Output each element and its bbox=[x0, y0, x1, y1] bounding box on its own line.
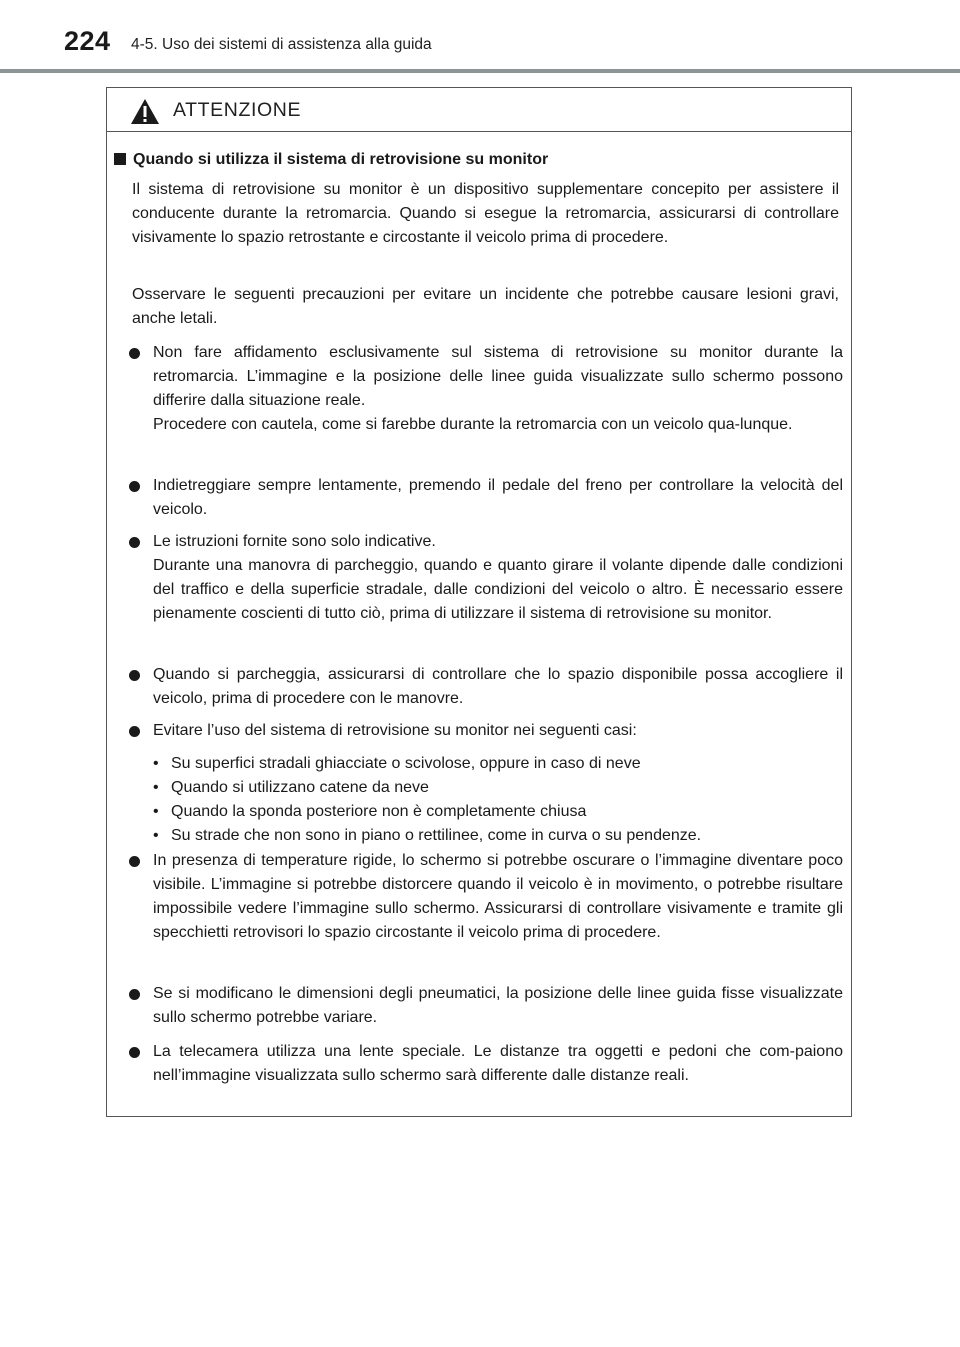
bullet-dot-icon bbox=[129, 670, 140, 681]
list-item-text bbox=[153, 474, 843, 522]
bullet-dot-icon bbox=[129, 726, 140, 737]
intro-paragraph: Osservare le seguenti precauzioni per evitare un incidente che potrebbe causare lesioni gravi, anche letali. bbox=[132, 286, 839, 327]
list-item-line: In presenza di temperature rigide, lo schermo si potrebbe oscurare o l’immagine diventare poco visibile. L’immagine si potrebbe distorcere quando il veicolo è in movimento, o potrebbe risultare impossibile vedere l’immagine sullo schermo. Assicurarsi di controllare visivamente e tramite gli specchietti retrovisori lo spazio circostante il veicolo prima di procedere. bbox=[153, 852, 843, 941]
avoid-case-item: • Quando si utilizzano catene da neve bbox=[153, 776, 843, 800]
list-item-line: Indietreggiare sempre lentamente, premendo il pedale del freno per controllare la velocità del veicolo. bbox=[153, 477, 843, 518]
header-divider bbox=[0, 69, 960, 73]
list-item-line: Procedere con cautela, come si farebbe durante la retromarcia con un veicolo qua-lunque. bbox=[153, 416, 793, 433]
caution-box bbox=[106, 87, 852, 1117]
list-item-text bbox=[153, 849, 843, 945]
list-item-line: La telecamera utilizza una lente speciale. Le distanze tra oggetti e pedoni che com-paiono nell’immagine visualizzata sullo schermo sarà differente dalle distanze reali. bbox=[153, 1043, 843, 1084]
list-item-text bbox=[153, 1040, 843, 1088]
page-header bbox=[0, 0, 960, 76]
list-item-line: Se si modificano le dimensioni degli pneumatici, la posizione delle linee guida fisse visualizzate sullo schermo potrebbe variare. bbox=[153, 985, 843, 1026]
bullet-dot-icon bbox=[129, 1047, 140, 1058]
square-bullet-icon bbox=[114, 153, 126, 165]
section-title: 4-5. Uso dei sistemi di assistenza alla guida bbox=[131, 36, 432, 53]
page-number: 224 bbox=[64, 26, 111, 56]
list-item-text bbox=[153, 341, 843, 437]
avoid-case-item: • Quando la sponda posteriore non è completamente chiusa bbox=[153, 800, 843, 824]
avoid-case-item: • Su superfici stradali ghiacciate o scivolose, oppure in caso di neve bbox=[153, 752, 843, 776]
list-item-text bbox=[153, 719, 843, 743]
caution-heading-text: Quando si utilizza il sistema di retrovisione su monitor bbox=[133, 151, 549, 168]
list-item-text bbox=[153, 663, 843, 711]
avoid-case-item: • Su strade che non sono in piano o rettilinee, come in curva o su pendenze. bbox=[153, 824, 843, 848]
intro-paragraph: Il sistema di retrovisione su monitor è un dispositivo supplementare concepito per assistere il conducente durante la retromarcia. Quando si esegue la retromarcia, assicurarsi di controllare visivamente lo spazio retrostante e circostante il veicolo prima di procedere. bbox=[132, 181, 839, 246]
list-item-line: Non fare affidamento esclusivamente sul sistema di retrovisione su monitor durante la retromarcia. L’immagine e la posizione delle linee guida visualizzate sullo schermo possono differire dalla situazione reale. bbox=[153, 344, 843, 409]
list-item-line: Evitare l’uso del sistema di retrovisione su monitor nei seguenti casi: bbox=[153, 722, 637, 739]
list-item-text bbox=[153, 530, 843, 626]
warning-triangle-icon bbox=[130, 98, 160, 125]
bullet-dot-icon bbox=[129, 481, 140, 492]
list-item-line: Quando si parcheggia, assicurarsi di controllare che lo spazio disponibile possa accogliere il veicolo, prima di procedere con le manovre. bbox=[153, 666, 843, 707]
bullet-dot-icon bbox=[129, 537, 140, 548]
list-item-line: Durante una manovra di parcheggio, quando e quanto girare il volante dipende dalle condizioni del traffico e della superficie stradale, dalle condizioni del veicolo o altro. È necessario essere pienamente coscienti di tutto ciò, prima di utilizzare il sistema di retrovisione su monitor. bbox=[153, 557, 843, 622]
list-item-line: Le istruzioni fornite sono solo indicative. bbox=[153, 533, 436, 550]
caution-heading bbox=[114, 149, 548, 171]
list-item-text bbox=[153, 982, 843, 1030]
avoid-cases-list bbox=[153, 752, 843, 848]
caution-header bbox=[107, 88, 851, 132]
bullet-dot-icon bbox=[129, 348, 140, 359]
bullet-dot-icon bbox=[129, 989, 140, 1000]
caution-title: ATTENZIONE bbox=[173, 99, 302, 121]
bullet-dot-icon bbox=[129, 856, 140, 867]
